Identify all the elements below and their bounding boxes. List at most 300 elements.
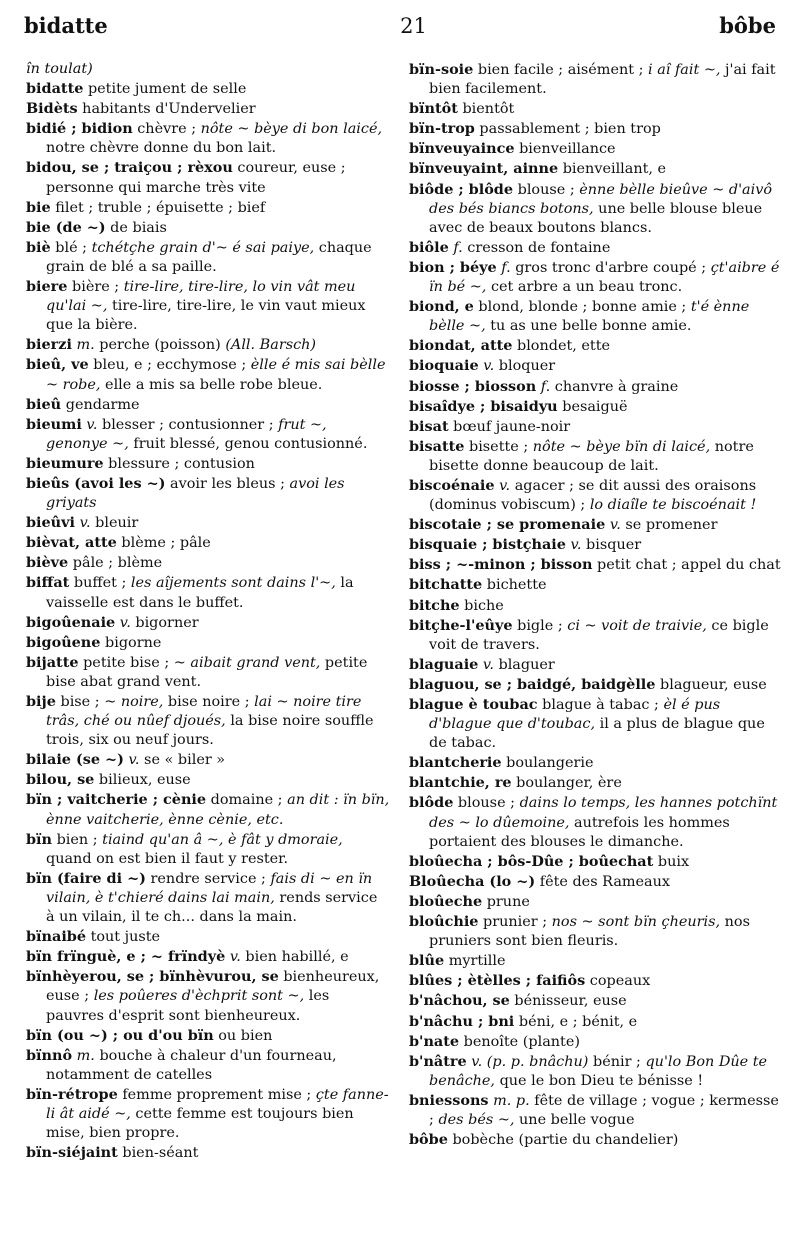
headword: b'nâtre [409, 1052, 467, 1070]
italic-example: în toulat) [26, 61, 93, 77]
definition-text: notre bisette donne beaucoup de lait. [429, 438, 754, 474]
italic-example: çt'aibre é ïn bé ~, [429, 259, 780, 296]
definition-text: bigorner [130, 614, 199, 631]
headword: bilaie (se ~) [26, 751, 124, 769]
definition-text: bienheureux, euse ; [46, 969, 380, 1005]
dictionary-entry [409, 951, 782, 971]
definition-text: bisquer [581, 537, 642, 554]
dictionary-entry [26, 927, 390, 947]
definition-text: autrefois les hommes portaient des blouses le dimanche. [429, 814, 730, 850]
definition-text: petite jument de selle [83, 81, 247, 98]
dictionary-entry [26, 1026, 390, 1046]
definition-text: blé ; [50, 239, 92, 256]
headword: bie [26, 198, 51, 216]
dictionary-entry [26, 947, 390, 967]
headword: bion ; béye [409, 258, 497, 276]
dictionary-entry [409, 575, 782, 595]
definition-text: nos pruniers sont bien fleuris. [429, 914, 750, 950]
headword: bisat [409, 417, 449, 435]
definition-text: j'ai fait bien facilement. [429, 62, 776, 98]
italic-example: f. [501, 259, 511, 276]
definition-text: boulangerie [501, 755, 594, 772]
dictionary-entry [26, 1143, 390, 1163]
headword: bitche [409, 596, 460, 614]
headword: bierzi [26, 336, 72, 354]
dictionary-entry [409, 180, 782, 238]
headword: bidatte [26, 80, 84, 98]
italic-example: ~ aibait grand vent, [173, 654, 321, 671]
headword: biss ; ~-minon ; bisson [409, 556, 593, 574]
headword: bieumi [26, 415, 82, 433]
definition-text: bière ; [67, 279, 124, 296]
definition-text: buffet ; [69, 575, 131, 592]
dictionary-entry [409, 675, 782, 695]
definition-text: blague à tabac ; [537, 697, 664, 713]
headword: bïn ; vaitcherie ; cènie [26, 791, 207, 809]
headword: biosse ; biosson [409, 377, 537, 395]
headword: bigoûene [26, 633, 101, 651]
headword: biè [26, 238, 51, 256]
italic-example: tiaind qu'an â ~, è fât y dmoraie, [102, 831, 343, 848]
definition-text: que le bon Dieu te bénisse ! [495, 1072, 704, 1089]
italic-example: m. [76, 1047, 95, 1064]
dictionary-entry [409, 773, 782, 793]
headword: bigoûenaie [26, 613, 116, 631]
definition-text: bénir ; [588, 1053, 646, 1070]
dictionary-entry [409, 555, 782, 575]
headword: biscoénaie [409, 476, 495, 494]
headword: biôde ; blôde [409, 180, 514, 198]
italic-example: fais di ~ en ïn vilain, è t'chieré dains lai main, [46, 870, 373, 906]
dictionary-entry [26, 1085, 390, 1143]
definition-text: une belle blouse bleue avec de beaux boutons blancs. [429, 200, 763, 236]
definition-text: les pauvres d'esprit sont bienheureux. [46, 988, 330, 1024]
definition-text: perche (poisson) [94, 337, 226, 354]
dictionary-entry [26, 218, 390, 238]
dictionary-entry [409, 1012, 782, 1032]
italic-example: v. [482, 656, 494, 673]
headword: bïn-siéjaint [26, 1144, 118, 1162]
italic-example: lai ~ noire tire trâs, ché ou nûef djoués, [46, 694, 362, 730]
headword: biève [26, 554, 69, 572]
definition-text: blessure ; contusion [103, 455, 255, 472]
italic-example: èl é pus d'blague que d'toubac, [429, 697, 721, 733]
italic-example: des bés ~, [438, 1111, 515, 1128]
dictionary-entry [26, 395, 390, 415]
headword: biscotaie ; se promenaie [409, 516, 606, 534]
italic-example: ci ~ voit de traivie, [567, 617, 707, 634]
italic-example: qu'lo Bon Dûe te benâche, [429, 1053, 768, 1089]
definition-text: blouse ; [453, 795, 520, 812]
definition-text: bientôt [457, 101, 515, 118]
definition-text: domaine ; [206, 792, 288, 809]
dictionary-entry [26, 474, 390, 513]
dictionary-entry [26, 770, 390, 790]
definition-text: myrtille [444, 953, 506, 970]
headword: blaguaie [409, 655, 479, 673]
definition-text: bleu, e ; ecchymose ; [88, 357, 251, 374]
definition-text: blème ; pâle [116, 535, 211, 552]
definition-text: bloquer [494, 358, 556, 375]
headword: bie (de ~) [26, 218, 106, 236]
definition-text: cresson de fontaine [462, 239, 611, 256]
definition-text: tout juste [86, 929, 161, 946]
headword: bieû, ve [26, 356, 89, 374]
headword: biondat, atte [409, 337, 513, 355]
page-header [24, 13, 776, 43]
dictionary-entry [409, 1052, 782, 1091]
italic-example: les poûeres d'èchprit sont ~, [93, 988, 305, 1005]
dictionary-entry [409, 1032, 782, 1052]
definition-text: buix [653, 853, 690, 870]
headword: blantcherie [409, 754, 502, 772]
dictionary-entry [26, 967, 390, 1025]
dictionary-entry [409, 60, 782, 99]
dictionary-entry [26, 633, 390, 653]
italic-example: tchétçhe grain d'~ é sai paiye, [91, 239, 315, 256]
headword: bïn-trop [409, 120, 475, 138]
headword: bïnveuyaince [409, 140, 515, 158]
italic-example: çte fanne-li ât aidé ~, [46, 1086, 389, 1122]
running-head-first-word: bidatte [24, 13, 108, 38]
dictionary-entry [26, 533, 390, 553]
italic-example: ~ noire, [104, 694, 164, 710]
dictionary-entry [409, 616, 782, 655]
headword: blague è toubac [409, 696, 538, 713]
definition-text: bienveillance [514, 141, 616, 158]
headword: bioquaie [409, 357, 479, 375]
italic-example: tire-lire, tire-lire, lo vin vât meu qu'lai ~, [46, 279, 356, 315]
italic-example: f. [453, 239, 463, 256]
definition-text: de biais [105, 219, 167, 236]
dictionary-entry [26, 119, 390, 158]
headword: bïn (ou ~) ; ou d'ou bïn [26, 1026, 214, 1044]
definition-text: pâle ; blème [68, 555, 163, 572]
dictionary-entry [409, 336, 782, 356]
definition-text: une belle vogue [514, 1111, 635, 1128]
italic-example: avoi les griyats [46, 475, 345, 512]
dictionary-entry [409, 695, 782, 753]
italic-example: v. (p. p. bnâchu) [471, 1053, 589, 1070]
definition-text: blesser ; contusionner ; [97, 416, 279, 433]
italic-example: v. [229, 949, 241, 966]
headword: Bloûecha (lo ~) [409, 872, 536, 890]
headword: bloûecha ; bôs-Dûe ; boûechat [409, 852, 654, 870]
dictionary-entry [26, 415, 390, 454]
definition-text: prune [482, 893, 530, 910]
definition-text: bleuir [90, 515, 139, 532]
definition-text: cet arbre a un beau tronc. [486, 279, 683, 296]
dictionary-entry [409, 753, 782, 773]
right-column [409, 60, 782, 1245]
italic-example: t'é ènne bèlle ~, [429, 299, 750, 335]
dictionary-entry [26, 790, 390, 829]
definition-text: prunier ; [478, 914, 552, 931]
definition-text: bise ; [55, 694, 105, 710]
definition-text: se promener [620, 517, 718, 534]
headword: bisatte [409, 437, 465, 455]
headword: bieûs (avoi les ~) [26, 474, 166, 492]
dictionary-entry [409, 377, 782, 397]
definition-text: quand on est bien il faut y rester. [46, 850, 289, 867]
definition-text: blaguer [493, 656, 555, 673]
italic-example: i aî fait ~, [648, 62, 721, 78]
definition-text: habitants d'Undervelier [77, 101, 256, 118]
headword: bïnaibé [26, 928, 87, 946]
headword: bïn-rétrope [26, 1085, 118, 1103]
dictionary-entry [26, 355, 390, 394]
headword: bitchatte [409, 576, 483, 594]
dictionary-entry [409, 297, 782, 336]
headword: bidié ; bidion [26, 120, 133, 138]
dictionary-entry [409, 535, 782, 555]
dictionary-entry [26, 79, 390, 99]
definition-text: agacer ; se dit aussi des oraisons (dominus vobiscum) ; [429, 477, 757, 514]
definition-text: biche [459, 597, 504, 614]
dictionary-entry [409, 159, 782, 179]
definition-text: chèvre ; [132, 121, 201, 138]
italic-example: nôte ~ bèye bïn di laicé, [532, 438, 711, 455]
dictionary-entry [409, 596, 782, 616]
left-column [26, 60, 390, 1245]
italic-example: v. [570, 537, 582, 554]
dictionary-entry [409, 991, 782, 1011]
dictionary-entry [409, 119, 782, 139]
definition-text: bobèche (partie du chandelier) [447, 1132, 679, 1149]
definition-text: cette femme est toujours bien mise, bien propre. [46, 1105, 354, 1142]
dictionary-entry [26, 335, 390, 355]
definition-text: coureur, euse ; personne qui marche très vite [46, 160, 346, 196]
italic-example: dains lo temps, les hannes potchïnt des ~ lo dûemoine, [429, 795, 778, 831]
headword: biôle [409, 238, 449, 256]
definition-text: fruit blessé, genou contusionné. [128, 435, 368, 452]
dictionary-entry [26, 1046, 390, 1085]
definition-text: bigle ; [512, 617, 568, 634]
definition-text: bigorne [100, 634, 162, 651]
definition-text: chaque grain de blé a sa paille. [46, 239, 372, 275]
definition-text: tu as une belle bonne amie. [485, 318, 692, 335]
definition-text: ou bien [213, 1027, 273, 1044]
headword: b'nâchou, se [409, 992, 510, 1010]
definition-text: blondet, ette [512, 338, 611, 355]
definition-text: bienveillant, e [558, 161, 667, 178]
definition-text: bien ; [52, 831, 103, 848]
definition-text: gendarme [61, 396, 140, 413]
definition-text: bouche à chaleur d'un fourneau, notamment de catelles [46, 1047, 337, 1083]
dictionary-entry [409, 852, 782, 872]
headword: bïn-soie [409, 61, 474, 78]
dictionary-entry [409, 1130, 782, 1150]
definition-text: rendre service ; [145, 870, 271, 887]
headword: bilou, se [26, 771, 95, 789]
dictionary-entry [26, 553, 390, 573]
dictionary-entry [26, 692, 390, 750]
dictionary-entry [409, 397, 782, 417]
dictionary-entry [409, 515, 782, 535]
headword: bije [26, 693, 56, 710]
definition-text: blagueur, euse [655, 676, 767, 693]
dictionary-entry [26, 60, 390, 79]
dictionary-entry [26, 573, 390, 612]
definition-text: blouse ; [513, 181, 580, 198]
italic-example: m. p. [493, 1092, 530, 1109]
headword: blantchie, re [409, 774, 512, 792]
headword: bniessons [409, 1091, 489, 1109]
definition-text: tire-lire, tire-lire, le vin vaut mieux que la bière. [46, 298, 366, 334]
definition-text: bisette ; [464, 438, 533, 455]
dictionary-entry [409, 476, 782, 515]
definition-text: rends service à un vilain, il te ch... dans la main. [46, 889, 378, 926]
italic-example: m. [76, 337, 95, 354]
italic-example: nos ~ sont bïn çheuris, [551, 914, 721, 931]
headword: blûe [409, 952, 445, 970]
italic-example: v. [483, 358, 495, 375]
headword: bisaîdye ; bisaidyu [409, 397, 558, 415]
dictionary-entry [409, 139, 782, 159]
definition-text: fête de village ; vogue ; kermesse ; [429, 1092, 779, 1128]
headword: bïnhèyerou, se ; bïnhèvurou, se [26, 968, 279, 986]
headword: bïnveuyaint, ainne [409, 160, 559, 178]
definition-text: boulanger, ère [511, 775, 622, 792]
italic-example: lo diaîle te biscoénait ! [589, 497, 757, 514]
dictionary-entry [409, 258, 782, 297]
dictionary-entry [26, 454, 390, 474]
definition-text: petit chat ; appel du chat [592, 557, 781, 574]
dictionary-entry [409, 417, 782, 437]
definition-text: se « biler » [139, 752, 226, 769]
definition-text: bénisseur, euse [509, 993, 627, 1010]
definition-text: la vaisselle est dans le buffet. [46, 575, 354, 611]
dictionary-entry [409, 793, 782, 851]
italic-example: v. [79, 515, 91, 532]
headword: bïn frïnguè, e ; ~ frïndyè [26, 948, 226, 966]
headword: blaguou, se ; baidgé, baidgèlle [409, 675, 656, 693]
dictionary-entry [26, 653, 390, 692]
dictionary-entry [409, 912, 782, 951]
definition-text: gros tronc d'arbre coupé ; [510, 259, 711, 276]
dictionary-entry [409, 238, 782, 258]
headword: bloûeche [409, 892, 483, 910]
dictionary-entry [26, 277, 390, 335]
definition-text: benoîte (plante) [459, 1033, 580, 1050]
definition-text: chanvre à graine [550, 378, 679, 395]
headword: bijatte [26, 653, 79, 671]
definition-text: bien habillé, e [240, 949, 349, 966]
italic-example: v. [128, 752, 140, 769]
definition-text: bœuf jaune-noir [448, 418, 571, 435]
dictionary-entry [26, 198, 390, 218]
italic-example: v. [609, 517, 621, 534]
headword: bïnnô [26, 1046, 73, 1064]
definition-text: bise noire ; [163, 694, 255, 710]
headword: biond, e [409, 298, 474, 316]
definition-text: fête des Rameaux [535, 873, 671, 890]
definition-text: petite bise abat grand vent. [46, 654, 368, 690]
dictionary-entry [409, 437, 782, 476]
headword: bôbe [409, 1131, 448, 1149]
definition-text: bilieux, euse [94, 772, 191, 789]
definition-text: béni, e ; bénit, e [514, 1013, 638, 1030]
headword: biffat [26, 574, 70, 592]
dictionary-entry [26, 613, 390, 633]
dictionary-entry [409, 872, 782, 892]
italic-example: les aîjements sont dains l'~, [130, 575, 336, 592]
running-head-last-word: bôbe [719, 13, 776, 38]
headword: bïn [26, 830, 52, 848]
headword: bieû [26, 395, 62, 413]
definition-text: passablement ; bien trop [474, 121, 661, 138]
dictionary-entry [409, 892, 782, 912]
italic-example: nôte ~ bèye di bon laicé, [200, 121, 383, 138]
headword: bidou, se ; traiçou ; rèxou [26, 159, 233, 177]
definition-text: bien facile ; aisément ; [473, 62, 649, 78]
italic-example: f. [540, 378, 551, 395]
dictionary-entry [409, 971, 782, 991]
definition-text: bien-séant [117, 1145, 199, 1162]
italic-example: an dit : ïn bïn, ènne vaitcherie, ènne cènie, etc. [46, 792, 390, 828]
dictionary-entry [26, 830, 390, 869]
dictionary-entry [26, 99, 390, 119]
dictionary-entry [409, 356, 782, 376]
definition-text: bichette [482, 577, 547, 594]
italic-example: v. [499, 477, 511, 494]
headword: bisquaie ; bistçhaie [409, 536, 566, 554]
definition-text: filet ; truble ; épuisette ; bief [50, 199, 266, 216]
dictionary-columns [26, 60, 782, 1245]
italic-example: v. [86, 416, 98, 433]
headword: bïntôt [409, 100, 458, 118]
italic-example: ènne bèlle bieûve ~ d'aivô des bés biancs botons, [429, 181, 773, 217]
dictionary-entry [26, 513, 390, 533]
headword: bieûvi [26, 514, 75, 532]
headword: blôde [409, 794, 454, 812]
headword: bloûchie [409, 913, 479, 931]
definition-text: ce bigle voit de travers. [429, 617, 769, 653]
headword: blûes ; ètèlles ; faifiôs [409, 972, 586, 990]
dictionary-entry [26, 750, 390, 770]
italic-example: (All. Barsch) [225, 337, 317, 354]
definition-text: copeaux [585, 973, 651, 990]
definition-text: notre chèvre donne du bon lait. [46, 140, 277, 157]
headword: Bidèts [26, 100, 78, 118]
dictionary-entry [26, 158, 390, 197]
headword: b'nate [409, 1032, 460, 1050]
dictionary-entry [409, 99, 782, 119]
definition-text: elle a mis sa belle robe bleue. [100, 376, 323, 393]
italic-example: frut ~, genonye ~, [46, 416, 327, 452]
dictionary-entry [409, 655, 782, 675]
definition-text: blond, blonde ; bonne amie ; [473, 299, 691, 316]
definition-text: femme proprement mise ; [117, 1086, 316, 1103]
dictionary-entry [26, 869, 390, 927]
definition-text: avoir les bleus ; [165, 475, 290, 492]
page-number: 21 [400, 14, 427, 38]
dictionary-entry [26, 238, 390, 277]
headword: bièvat, atte [26, 534, 117, 552]
definition-text: il a plus de blague que de tabac. [429, 716, 765, 752]
italic-example: èlle é mis sai bèlle ~ robe, [46, 357, 386, 393]
italic-example: v. [119, 614, 131, 631]
definition-text: la bise noire souffle trois, six ou neuf jours. [46, 713, 374, 749]
headword: bieumure [26, 454, 104, 472]
definition-text: petite bise ; [78, 654, 174, 671]
headword: b'nâchu ; bni [409, 1012, 515, 1030]
dictionary-entry [409, 1091, 782, 1130]
headword: biere [26, 278, 68, 296]
headword: bitçhe-l'eûye [409, 616, 513, 634]
headword: bïn (faire di ~) [26, 869, 146, 887]
definition-text: besaiguë [557, 398, 628, 415]
